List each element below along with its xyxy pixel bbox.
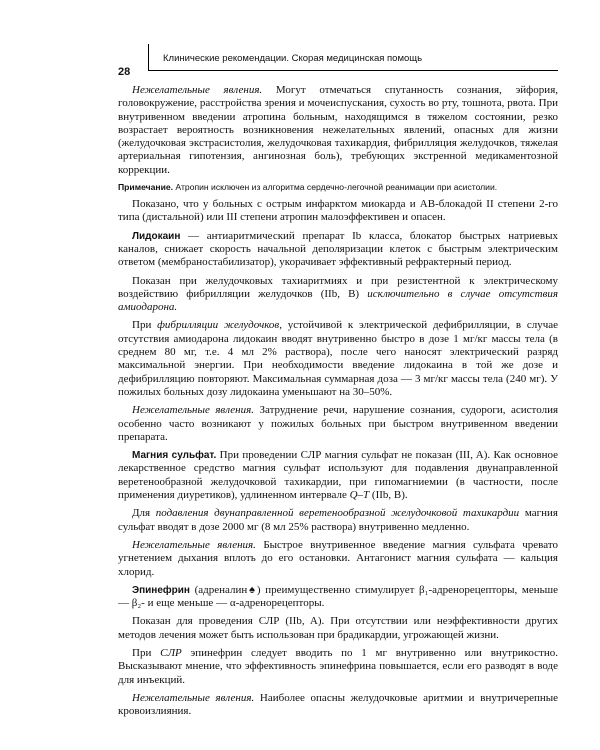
paragraph-adverse-effects-lidocaine: Нежелательные явления. Затруднение речи, нарушение сознания, судороги, асистолия особенно часто возникают у пожилых больных при быстром внутривенном введении препарата. (118, 404, 559, 443)
note-atropine: Примечание. Атропин исключен из алгоритма сердечно-легочной реанимации при асистолии. (118, 182, 498, 193)
paragraph-lidocaine-dosing: При фибрилляции желудочков, устойчивой к электрической дефибрилляции, в случае отсутствия амиодарона лидокаин вводят внутривенно быстро в дозе 1 мг/кг массы тела (в среднем 80 мг, т.е. 4 мл 2% раствора), после чего наносят электрический разряд максимальной энергии. При необходимости введение лидокаина в той же дозе и дефибрилляцию повторяют. Максимальная суммарная доза — 3 мг/кг массы тела (240 мг). У пожилых больных дозу лидокаина уменьшают на 30–50%. (118, 319, 558, 398)
paragraph-magnesium-sulfate: Магния сульфат. При проведении СЛР магния сульфат не показан (III, A). Как основное лекарственное средство магния сульфат используют для подавления двунаправленной веретенообразной желудочковой тахикардии, при гипомагниемии (в частности, после применения диуретиков), удлиненном интервале Q–T (IIb, B). (118, 449, 558, 502)
header-horizontal-rule (148, 70, 558, 71)
paragraph-adverse-effects-magnesium: Нежелательные явления. Быстрое внутривенное введение магния сульфата чревато угнетением дыхания вплоть до его остановки. Антагонист магния сульфата — кальция хлорид. (118, 538, 558, 578)
running-title: Клинические рекомендации. Скорая медицинская помощь (163, 53, 423, 64)
paragraph-lidocaine: Лидокаин — антиаритмический препарат Ib класса, блокатор быстрых натриевых каналов, снижает скорость начальной деполяризации клеток с быстрым электрическим ответом (мембраностабилизатор), укорачивает эффективный рефрактерный период. (118, 229, 558, 269)
paragraph-adverse-effects-atropine: Нежелательные явления. Могут отмечаться спутанность сознания, эйфория, головокружение, расстройства зрения и мочеиспускания, сухость во рту, тошнота, рвота. При внутривенном введении атропина больным, находящимся в тяжелом состоянии, резко возрастает вероятность возникновения нежелательных явлений, опасных для жизни (желудочковая экстрасистолия, желудочковая тахикардия, фибрилляция желудочков, тяжелая артериальная гипотензия, ангинозная боль), требующих экстренной медикаментозной коррекции. (118, 84, 559, 176)
paragraph-adverse-effects-epinephrine: Нежелательные явления. Наиболее опасны желудочковые аритмии и внутричерепные кровоизлияния. (118, 691, 559, 718)
paragraph-epinephrine-dosing: При СЛР эпинефрин следует вводить по 1 мг внутривенно или внутрикостно. Высказывают мнение, что эффективность эпинефрина повышается, если его разводят в воде для инъекций. (118, 646, 558, 686)
paragraph-lidocaine-indications: Показан при желудочковых тахиаритмиях и при резистентной к электрическому воздействию фибрилляции желудочков (IIb, B) исключительно в случае отсутствия амиодарона. (118, 274, 558, 314)
paragraph-av-block: Показано, что у больных с острым инфарктом миокарда и АВ-блокадой II степени 2-го типа (дистальной) или III степени атропин малоэффективен и опасен. (118, 198, 558, 224)
page-number: 28 (118, 66, 131, 78)
body-text (118, 84, 558, 723)
header-vertical-rule (148, 44, 149, 70)
paragraph-epinephrine-indications: Показан для проведения СЛР (IIb, A). При отсутствии или неэффективности других методов лечения может быть использован при брадикардии, угрожающей жизни. (118, 615, 558, 641)
paragraph-magnesium-dosing: Для подавления двунаправленной веретенообразной желудочковой тахикардии магния сульфат вводят в дозе 2000 мг (8 мл 25% раствора) внутривенно медленно. (118, 507, 558, 533)
paragraph-epinephrine: Эпинефрин (адреналин♠) преимущественно стимулирует β₁-адренорецепторы, меньше — β₂- и еще меньше — α-адренорецепторы. (118, 583, 558, 610)
